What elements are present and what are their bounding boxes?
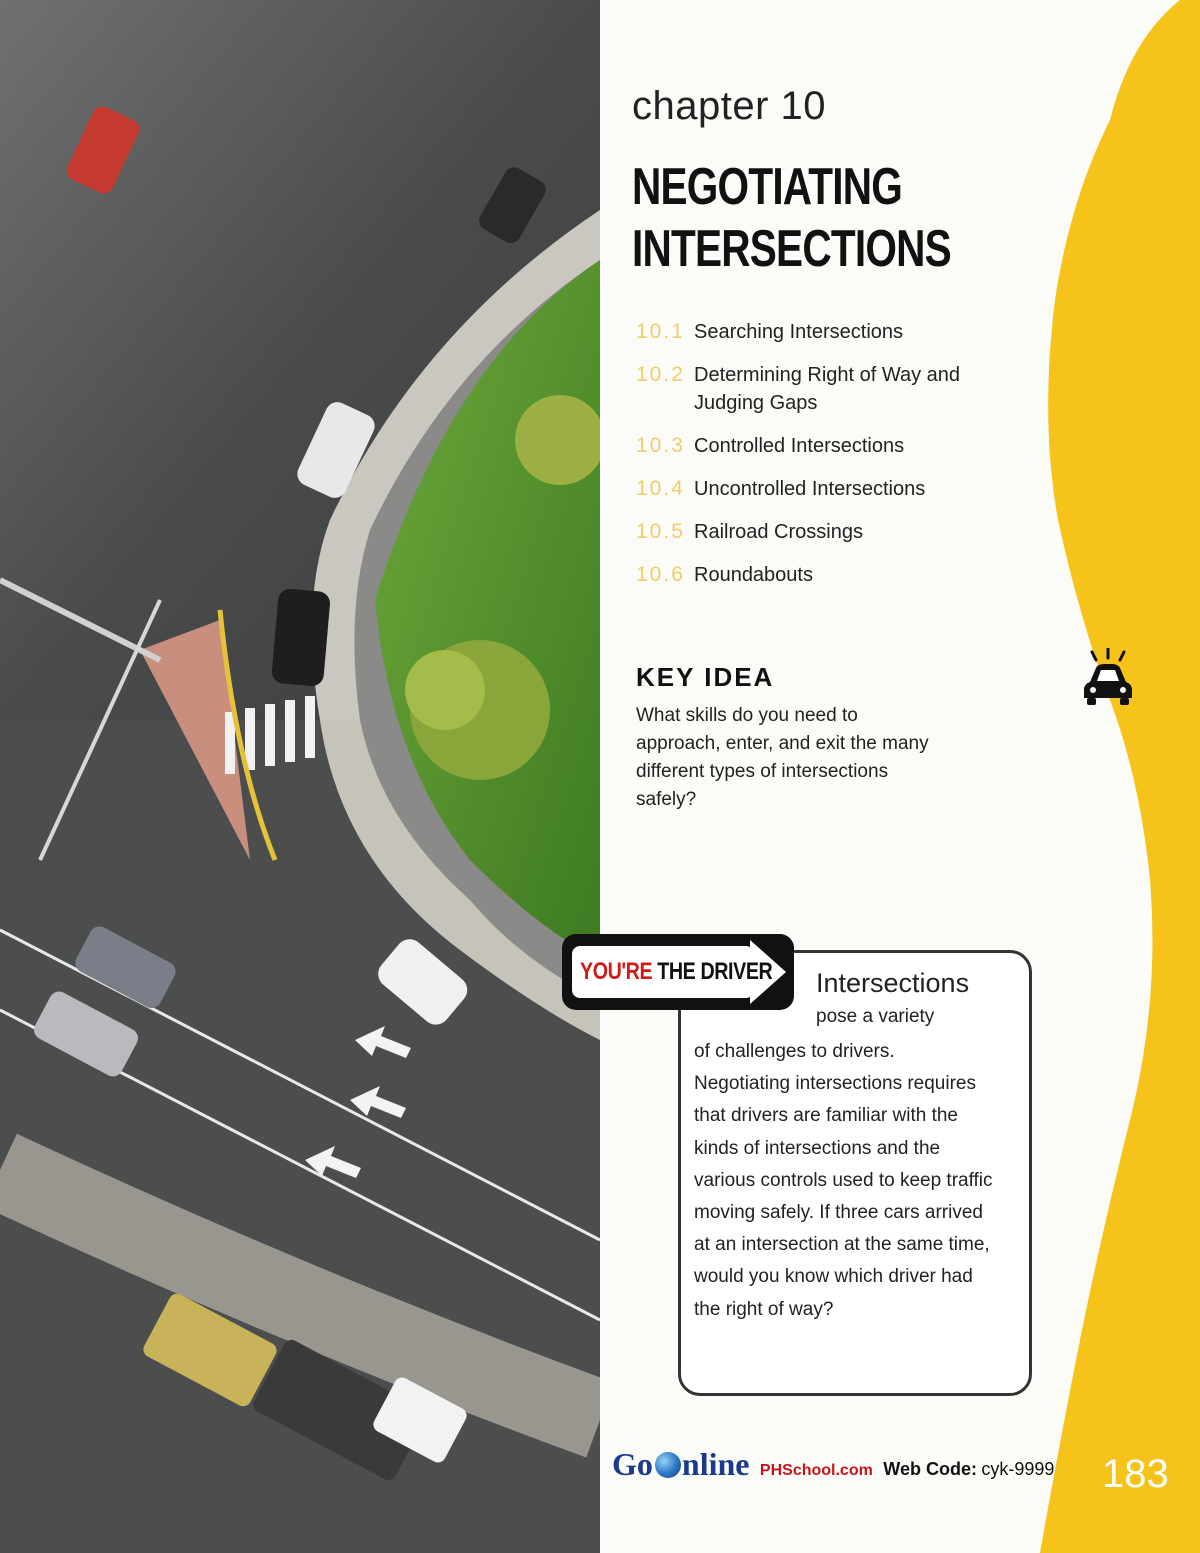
page-number: 183 bbox=[1102, 1452, 1169, 1496]
go-word: Go bbox=[612, 1446, 653, 1482]
badge-text-red: YOU'RE bbox=[580, 958, 653, 985]
driver-box-body: of challenges to drivers. Negotiating intersections requires that drivers are familiar with the kinds of intersections and the various controls used to keep traffic moving safely. If three cars arrived at an intersection at the same time, would you know which driver had the right of way? bbox=[694, 1041, 993, 1320]
chapter-title-line1: NEGOTIATING bbox=[632, 158, 903, 216]
section-number: 10.4 bbox=[636, 477, 685, 500]
section-title: Railroad Crossings bbox=[694, 521, 863, 543]
section-number: 10.5 bbox=[636, 520, 685, 543]
section-number: 10.2 bbox=[636, 363, 685, 386]
driver-box-title: Intersections bbox=[816, 968, 970, 998]
section-title: Searching Intersections bbox=[694, 321, 904, 343]
key-idea-heading: KEY IDEA bbox=[636, 662, 775, 692]
go-online-link[interactable] bbox=[612, 1446, 1054, 1483]
section-item bbox=[632, 432, 992, 460]
chapter-label: chapter 10 bbox=[632, 84, 827, 128]
section-list bbox=[632, 318, 992, 604]
section-title: Determining Right of Way and Judging Gaps bbox=[694, 364, 961, 414]
badge-text bbox=[580, 958, 772, 986]
badge-text-black: THE DRIVER bbox=[652, 958, 773, 985]
driver-box-lead: pose a variety bbox=[816, 1006, 935, 1027]
online-word: nline bbox=[681, 1446, 750, 1482]
phschool-link[interactable]: PHSchool.com bbox=[759, 1462, 873, 1479]
section-item bbox=[632, 318, 992, 346]
section-title: Uncontrolled Intersections bbox=[694, 478, 926, 500]
section-number: 10.1 bbox=[636, 320, 685, 343]
section-item bbox=[632, 361, 992, 417]
section-item bbox=[632, 561, 992, 589]
chapter-title bbox=[632, 156, 951, 280]
section-item bbox=[632, 518, 992, 546]
globe-icon bbox=[655, 1452, 681, 1478]
web-code-value: cyk-9999 bbox=[981, 1459, 1055, 1479]
section-title: Roundabouts bbox=[694, 564, 813, 586]
chapter-title-line2: INTERSECTIONS bbox=[632, 220, 951, 278]
section-number: 10.3 bbox=[636, 434, 685, 457]
section-number: 10.6 bbox=[636, 563, 685, 586]
car-icon bbox=[1082, 648, 1134, 706]
section-item bbox=[632, 475, 992, 503]
youre-the-driver-badge bbox=[562, 934, 794, 1010]
key-idea-text: What skills do you need to approach, enter, and exit the many different types of intersections safely? bbox=[636, 705, 929, 810]
web-code-label: Web Code: bbox=[883, 1459, 977, 1479]
section-title: Controlled Intersections bbox=[694, 435, 905, 457]
